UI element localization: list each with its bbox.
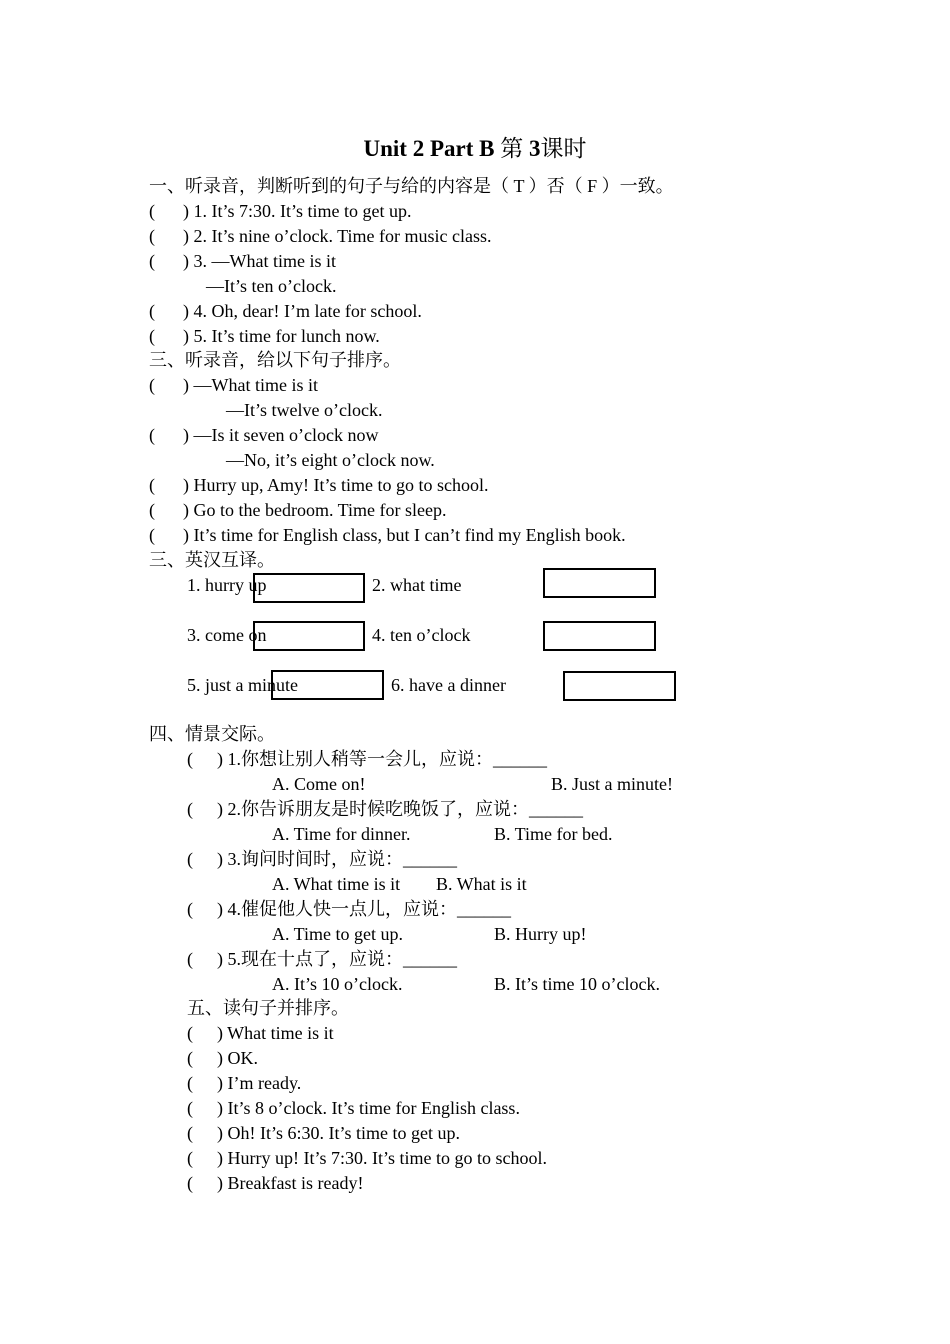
title-di: 第 xyxy=(500,136,524,161)
list-item: ( ) —What time is it xyxy=(149,375,318,395)
answer-box[interactable] xyxy=(563,671,676,701)
answer-box[interactable] xyxy=(253,573,365,603)
page-title xyxy=(0,134,950,164)
title-lesson: 课时 xyxy=(540,136,587,161)
question: ( ) 4.催促他人快一点儿，应说：______ xyxy=(187,899,511,919)
list-item: ( ) What time is it xyxy=(187,1023,334,1043)
option-a: A. What time is it xyxy=(272,874,401,894)
answer-box[interactable] xyxy=(253,621,365,651)
list-item: ( ) Hurry up! It’s 7:30. It’s time to go to school. xyxy=(187,1148,547,1168)
section-2-heading: 三、听录音，给以下句子排序。 xyxy=(149,350,401,370)
list-item: ( ) 3. —What time is it xyxy=(149,251,336,271)
translate-item: 4. ten o’clock xyxy=(372,625,471,645)
question: ( ) 5.现在十点了，应说：______ xyxy=(187,949,457,969)
translate-item: 6. have a dinner xyxy=(391,675,506,695)
answer-box[interactable] xyxy=(271,670,384,700)
title-num: 3 xyxy=(528,136,541,161)
option-a: A. Time to get up. xyxy=(272,924,404,944)
list-item-answer: —No, it’s eight o’clock now. xyxy=(226,450,435,470)
translate-item: 2. what time xyxy=(372,575,462,595)
section-3-heading: 三、英汉互译。 xyxy=(149,550,275,570)
list-item: ( ) It’s 8 o’clock. It’s time for English class. xyxy=(187,1098,520,1118)
list-item: ( ) 1. It’s 7:30. It’s time to get up. xyxy=(149,201,412,221)
list-item: ( ) OK. xyxy=(187,1048,258,1068)
list-item: ( ) I’m ready. xyxy=(187,1073,302,1093)
answer-box[interactable] xyxy=(543,568,656,598)
list-item: ( ) 2. It’s nine o’clock. Time for music class. xyxy=(149,226,492,246)
list-item: ( ) Breakfast is ready! xyxy=(187,1173,364,1193)
answer-box[interactable] xyxy=(543,621,656,651)
question: ( ) 2.你告诉朋友是时候吃晚饭了，应说：______ xyxy=(187,799,583,819)
option-a: A. Come on! xyxy=(272,774,366,794)
translate-item: 5. just a minute xyxy=(187,675,298,695)
list-item: ( ) —Is it seven o’clock now xyxy=(149,425,379,445)
list-item: ( ) Oh! It’s 6:30. It’s time to get up. xyxy=(187,1123,460,1143)
list-item-answer: —It’s ten o’clock. xyxy=(206,276,337,296)
list-item: ( ) It’s time for English class, but I can’t find my English book. xyxy=(149,525,626,545)
section-5-heading: 五、读句子并排序。 xyxy=(187,998,349,1018)
option-a: A. It’s 10 o’clock. xyxy=(272,974,403,994)
question: ( ) 1.你想让别人稍等一会儿，应说：______ xyxy=(187,749,547,769)
list-item: ( ) 4. Oh, dear! I’m late for school. xyxy=(149,301,422,321)
list-item: ( ) Hurry up, Amy! It’s time to go to school. xyxy=(149,475,489,495)
list-item: ( ) Go to the bedroom. Time for sleep. xyxy=(149,500,447,520)
translate-item: 1. hurry up xyxy=(187,575,267,595)
title-unit: Unit 2 Part B xyxy=(363,136,495,161)
translate-item: 3. come on xyxy=(187,625,267,645)
option-a: A. Time for dinner. xyxy=(272,824,411,844)
list-item-answer: —It’s twelve o’clock. xyxy=(226,400,383,420)
question: ( ) 3.询问时间时，应说：______ xyxy=(187,849,457,869)
section-4-heading: 四、情景交际。 xyxy=(149,724,275,744)
option-b: B. Time for bed. xyxy=(494,824,613,844)
option-b: B. What is it xyxy=(436,874,527,894)
list-item: ( ) 5. It’s time for lunch now. xyxy=(149,326,380,346)
section-1-heading: 一、听录音，判断听到的句子与给的内容是（ T ）否（ F ）一致。 xyxy=(149,176,674,196)
option-b: B. Just a minute! xyxy=(551,774,673,794)
option-b: B. It’s time 10 o’clock. xyxy=(494,974,660,994)
option-b: B. Hurry up! xyxy=(494,924,587,944)
